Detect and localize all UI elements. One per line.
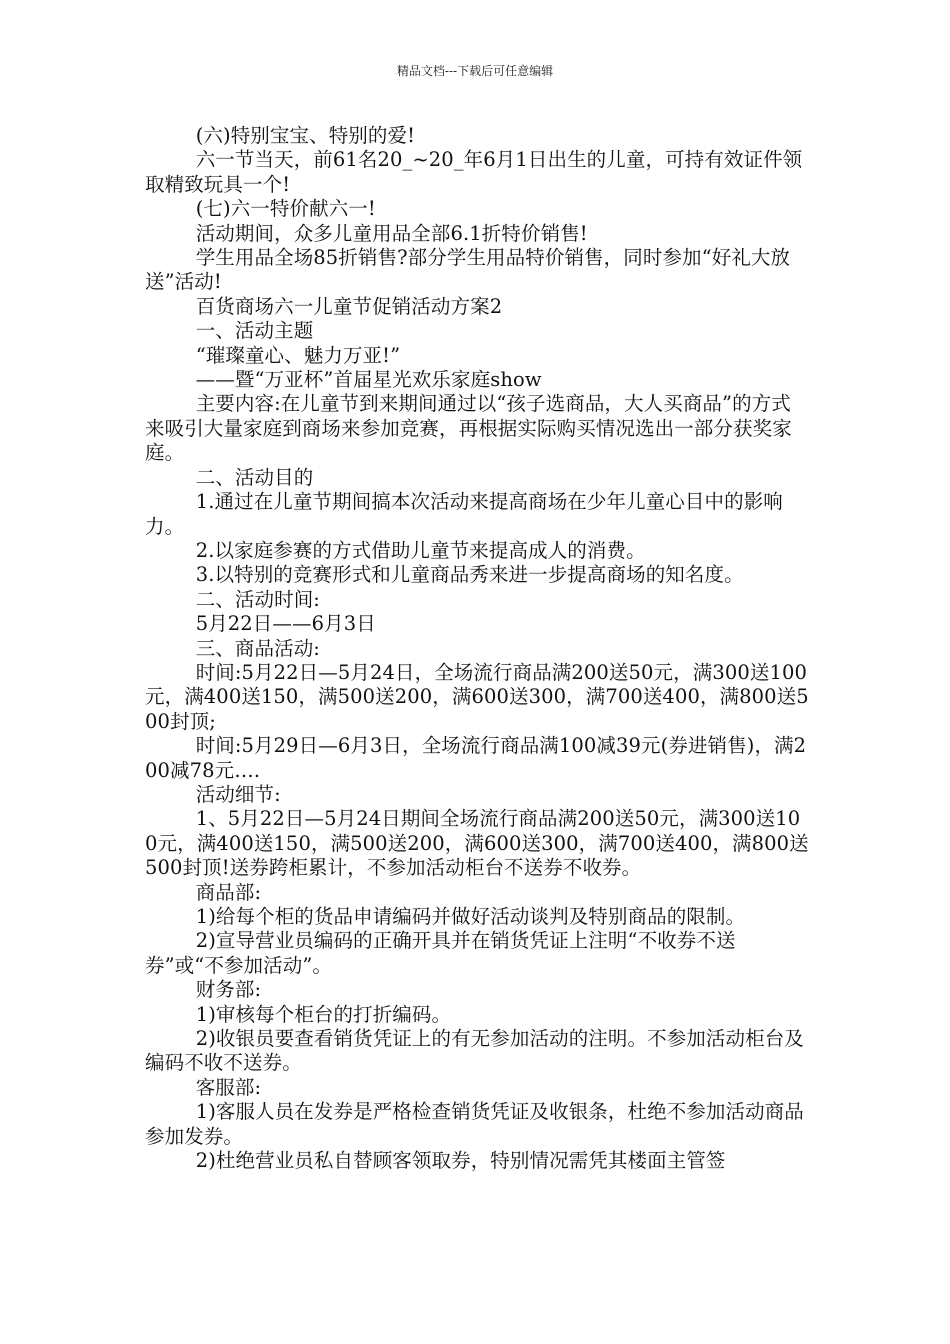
paragraph: 活动细节: [195,782,281,806]
paragraph: 主要内容:在儿童节到来期间通过以“孩子选商品，大人买商品”的方式来吸引大量家庭到商场来参加竞赛，再根据实际购买情况选出一部分获奖家庭。 [145,392,792,465]
section-heading: 三、商品活动: [195,636,320,660]
paragraph: 2)宣导营业员编码的正确开具并在销货凭证上注明“不收券不送券”或“不参加活动”。 [145,929,736,977]
paragraph: 2)杜绝营业员私自替顾客领取券，特别情况需凭其楼面主管签 [195,1149,726,1173]
paragraph: 学生用品全场85折销售?部分学生用品特价销售，同时参加“好礼大放送”活动! [145,246,791,294]
section-heading: 二、活动目的 [195,465,314,489]
paragraph: 1.通过在儿童节期间搞本次活动来提高商场在少年儿童心目中的影响力。 [145,490,783,538]
paragraph: 2)收银员要查看销货凭证上的有无参加活动的注明。不参加活动柜台及编码不收不送券。 [145,1027,804,1075]
paragraph: 商品部: [195,880,262,904]
paragraph: 1)给每个柜的货品申请编码并做好活动谈判及特别商品的限制。 [195,905,746,928]
paragraph: 1)客服人员在发券是严格检查销货凭证及收银条，杜绝不参加活动商品参加发券。 [145,1100,804,1148]
paragraph: ——暨“万亚杯”首届星光欢乐家庭show [195,368,542,392]
paragraph: 客服部: [195,1075,262,1099]
page-header: 精品文档---下载后可任意编辑 [396,64,554,78]
paragraph: 时间:5月29日—6月3日，全场流行商品满100减39元(券进销售)，满200减78元…. [145,734,807,782]
paragraph: 3.以特别的竞赛形式和儿童商品秀来进一步提高商场的知名度。 [195,563,744,587]
paragraph: 1)审核每个柜台的打折编码。 [195,1002,452,1026]
paragraph: “璀璨童心、魅力万亚!” [195,343,401,367]
paragraph: 活动期间，众多儿童用品全部6.1折特价销售! [195,221,588,245]
paragraph: (七)六一特价献六一! [195,197,376,221]
paragraph: 时间:5月22日—5月24日，全场流行商品满200送50元，满300送100元，满400送150，满500送200，满600送300，满700送400，满800送500封顶; [145,660,809,733]
document-body [145,124,810,1173]
paragraph: (六)特别宝宝、特别的爱! [195,124,416,147]
section-heading: 一、活动主题 [195,319,314,343]
paragraph: 5月22日——6月3日 [195,612,376,636]
section-title: 百货商场六一儿童节促销活动方案2 [195,294,503,318]
paragraph: 1、5月22日—5月24日期间全场流行商品满200送50元，满300送100元，满400送150，满500送200，满600送300，满700送400，满800送500封顶!送券跨柜累计，不参加活动柜台不送券不收券。 [145,807,809,880]
section-heading: 二、活动时间: [195,587,320,611]
paragraph: 财务部: [195,978,262,1002]
paragraph: 六一节当天，前61名20_~20_年6月1日出生的儿童，可持有效证件领取精致玩具一个! [145,148,803,196]
paragraph: 2.以家庭参赛的方式借助儿童节来提高成人的消费。 [195,538,646,562]
